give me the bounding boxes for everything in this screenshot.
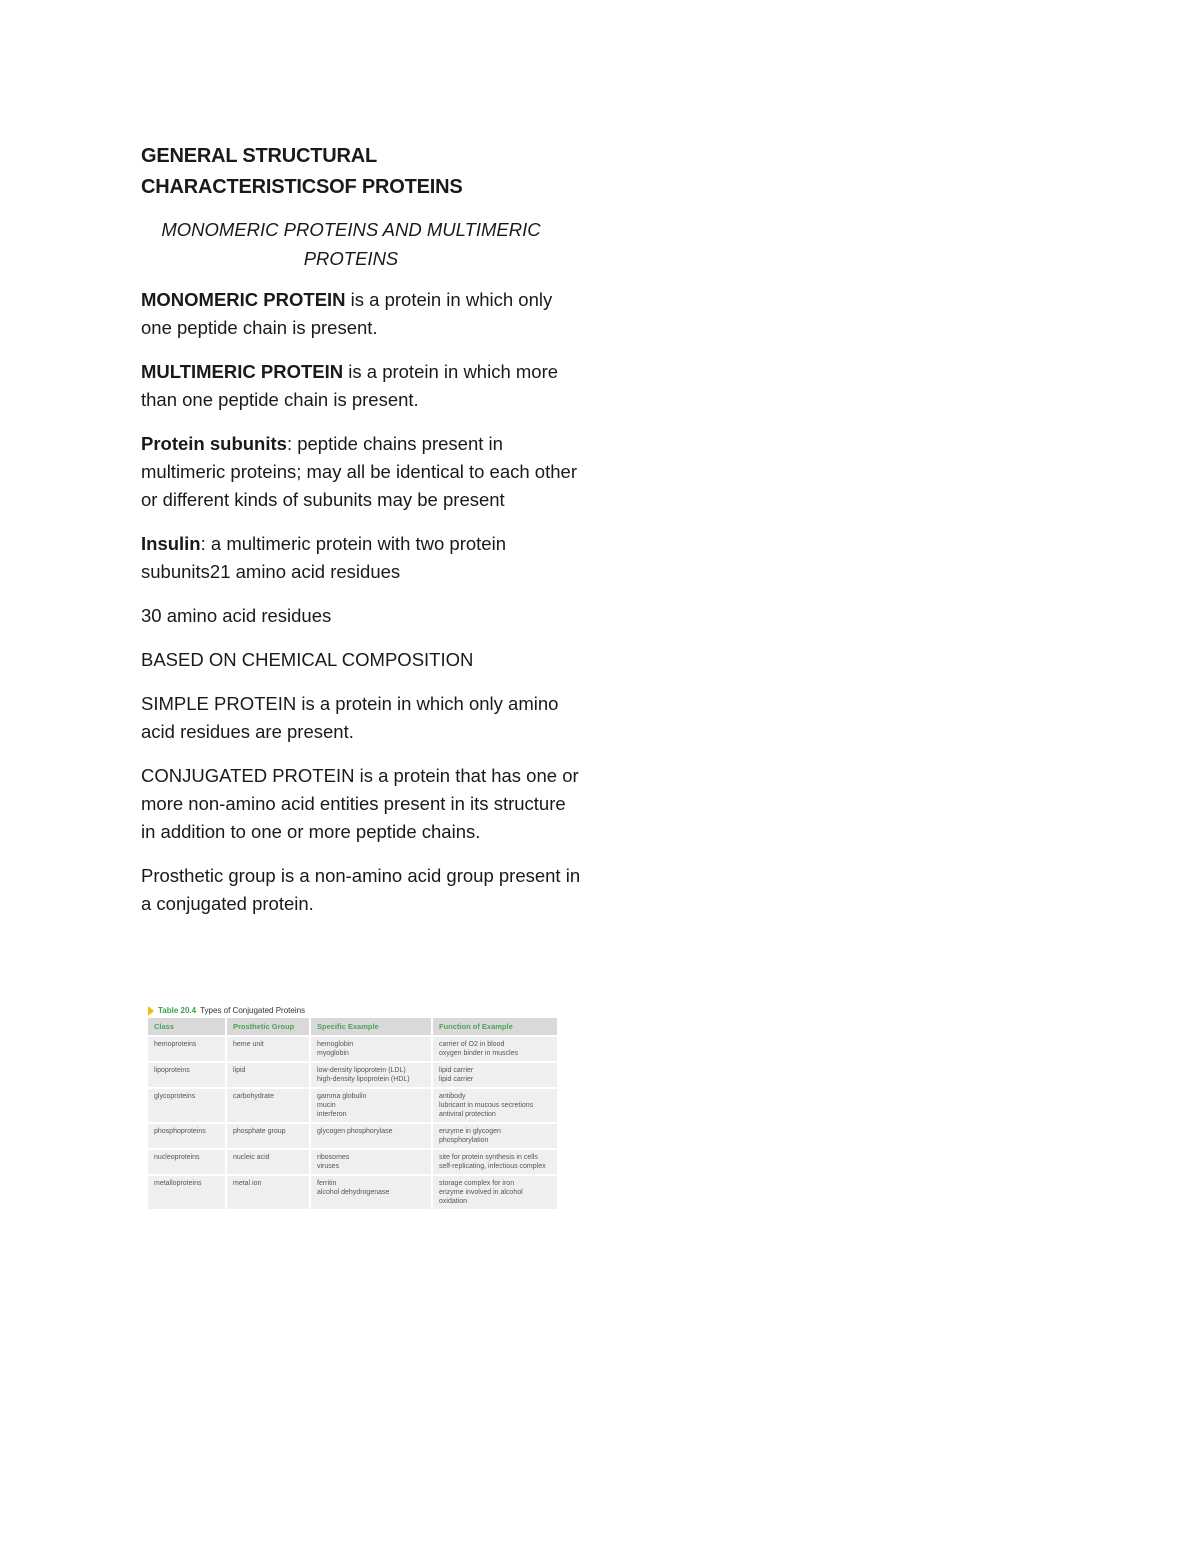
table-cell: storage complex for iron enzyme involved in alcohol oxidation [432,1175,558,1209]
table-cell: nucleic acid [226,1149,310,1175]
table-row [148,1062,558,1088]
table-cell: metal ion [226,1175,310,1209]
table-row [148,1123,558,1149]
table-cell: site for protein synthesis in cells self-replicating, infectious complex [432,1149,558,1175]
residues-paragraph: 30 amino acid residues [141,605,332,626]
table-cell: metalloproteins [148,1175,226,1209]
table-cell: lipid carrier lipid carrier [432,1062,558,1088]
multimeric-term: MULTIMERIC PROTEIN [141,361,344,382]
table-cell: low-density lipoprotein (LDL) high-density lipoprotein (HDL) [310,1062,432,1088]
caption-marker-icon [148,1006,154,1016]
conjugated-proteins-table-figure [148,1003,558,1205]
table-cell: nucleoproteins [148,1149,226,1175]
table-cell: antibody lubricant in mucous secretions antiviral protection [432,1088,558,1123]
table-cell: lipoproteins [148,1062,226,1088]
monomeric-term: MONOMERIC PROTEIN [141,289,346,310]
subunits-definition: : peptide chains present in multimeric proteins; may all be identical to each other or different kinds of subunits may be present [141,433,577,510]
table-header: Function of Example [432,1018,558,1036]
table-cell: glycogen phosphorylase [310,1123,432,1149]
subunits-term: Protein subunits [141,433,287,454]
table-cell: phosphoproteins [148,1123,226,1149]
table-header-row [148,1018,558,1036]
table-row [148,1175,558,1209]
multimeric-definition: is a protein in which more than one peptide chain is present. [141,361,559,410]
table-cell: enzyme in glycogen phosphorylation [432,1123,558,1149]
table-caption [148,1003,558,1018]
chemical-composition-heading: BASED ON CHEMICAL COMPOSITION [141,649,474,670]
multimeric-paragraph [141,358,581,414]
table-cell: gamma globulin mucin interferon [310,1088,432,1123]
table-cell: carbohydrate [226,1088,310,1123]
title-line-1: GENERAL STRUCTURAL [141,145,378,167]
insulin-term: Insulin [141,533,201,554]
page-title [141,141,581,203]
table-header: Specific Example [310,1018,432,1036]
conjugated-proteins-table [148,1018,559,1209]
text-column [141,141,581,934]
table-row [148,1149,558,1175]
table-cell: hemoglobin myoglobin [310,1036,432,1062]
table-row [148,1036,558,1062]
monomeric-definition: is a protein in which only one peptide chain is present. [141,289,553,338]
table-cell: carrier of O2 in blood oxygen binder in muscles [432,1036,558,1062]
subunits-paragraph [141,430,581,514]
table-caption-text: Types of Conjugated Proteins [200,1005,306,1015]
table-cell: lipid [226,1062,310,1088]
simple-protein-paragraph: SIMPLE PROTEIN is a protein in which only amino acid residues are present. [141,693,559,742]
table-row [148,1088,558,1123]
insulin-definition: : a multimeric protein with two protein subunits21 amino acid residues [141,533,506,582]
conjugated-protein-paragraph: CONJUGATED PROTEIN is a protein that has one or more non-amino acid entities present in its structure in addition to one or more peptide chains. [141,765,579,842]
table-cell: hemoproteins [148,1036,226,1062]
prosthetic-group-paragraph: Prosthetic group is a non-amino acid group present in a conjugated protein. [141,865,581,914]
table-cell: ribosomes viruses [310,1149,432,1175]
table-cell: heme unit [226,1036,310,1062]
table-cell: glycoproteins [148,1088,226,1123]
table-number: Table 20.4 [158,1005,197,1015]
section-subtitle: MONOMERIC PROTEINS AND MULTIMERIC PROTEINS [161,219,541,269]
table-cell: ferritin alcohol dehydrogenase [310,1175,432,1209]
insulin-paragraph [141,530,581,586]
monomeric-paragraph [141,286,581,342]
table-header: Class [148,1018,226,1036]
table-cell: phosphate group [226,1123,310,1149]
title-line-2: CHARACTERISTICSOF PROTEINS [141,176,463,198]
table-header: Prosthetic Group [226,1018,310,1036]
